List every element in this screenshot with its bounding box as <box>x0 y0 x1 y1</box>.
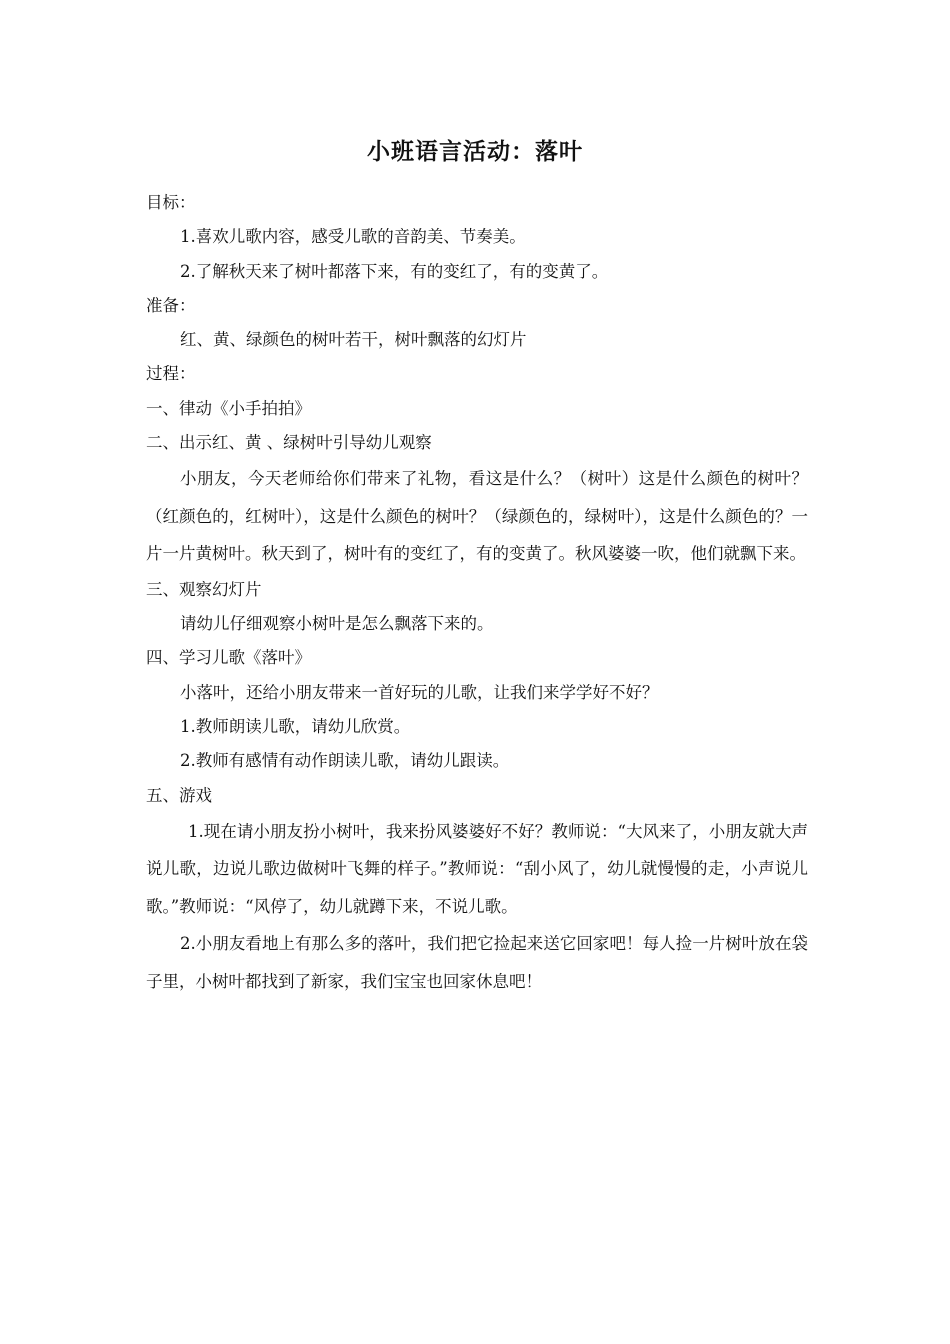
step-2-heading: 二、出示红、黄 、绿树叶引导幼儿观察 <box>146 433 432 453</box>
prep-text: 红、黄、绿颜色的树叶若干，树叶飘落的幻灯片 <box>180 330 527 350</box>
step-3-text: 请幼儿仔细观察小树叶是怎么飘落下来的。 <box>180 614 494 634</box>
step-2-paragraph: 小朋友，今天老师给你们带来了礼物，看这是什么？（树叶）这是什么颜色的树叶？（红颜色的，红树叶），这是什么颜色的树叶？（绿颜色的，绿树叶），这是什么颜色的？一片一片黄树叶。秋天到了，树叶有的变红了，有的变黄了。秋风婆婆一吹，他们就飘下来。 <box>146 469 808 564</box>
step-4-text: 小落叶，还给小朋友带来一首好玩的儿歌，让我们来学学好不好？ <box>180 682 659 702</box>
step-5-heading: 五、游戏 <box>146 785 212 805</box>
step-4-item-2: 2.教师有感情有动作朗读儿歌，请幼儿跟读。 <box>180 751 510 771</box>
step-5-item-2: 2.小朋友看地上有那么多的落叶，我们把它捡起来送它回家吧！每人捡一片树叶放在袋子里，小树叶都找到了新家，我们宝宝也回家休息吧！ <box>146 934 808 991</box>
step-5-item-1: 1.现在请小朋友扮小树叶，我来扮风婆婆好不好？教师说：“大风来了，小朋友就大声说儿歌，边说儿歌边做树叶飞舞的样子。”教师说：“刮小风了，幼儿就慢慢的走，小声说儿歌。”教师说：“风停了，幼儿就蹲下来，不说儿歌。 <box>146 821 808 916</box>
document-title: 小班语言活动：落叶 <box>367 139 583 165</box>
step-3-heading: 三、观察幻灯片 <box>146 579 262 599</box>
step-4-heading: 四、学习儿歌《落叶》 <box>146 648 311 668</box>
prep-heading: 准备： <box>146 295 196 315</box>
step-4-item-1: 1.教师朗读儿歌，请幼儿欣赏。 <box>180 717 411 737</box>
goal-item-2: 2.了解秋天来了树叶都落下来，有的变红了，有的变黄了。 <box>180 261 609 281</box>
goals-heading: 目标： <box>146 193 196 212</box>
step-1-heading: 一、律动《小手拍拍》 <box>146 398 311 418</box>
goal-item-1: 1.喜欢儿歌内容，感受儿歌的音韵美、节奏美。 <box>180 227 526 247</box>
process-heading: 过程： <box>146 364 196 384</box>
document-body <box>146 186 808 1000</box>
